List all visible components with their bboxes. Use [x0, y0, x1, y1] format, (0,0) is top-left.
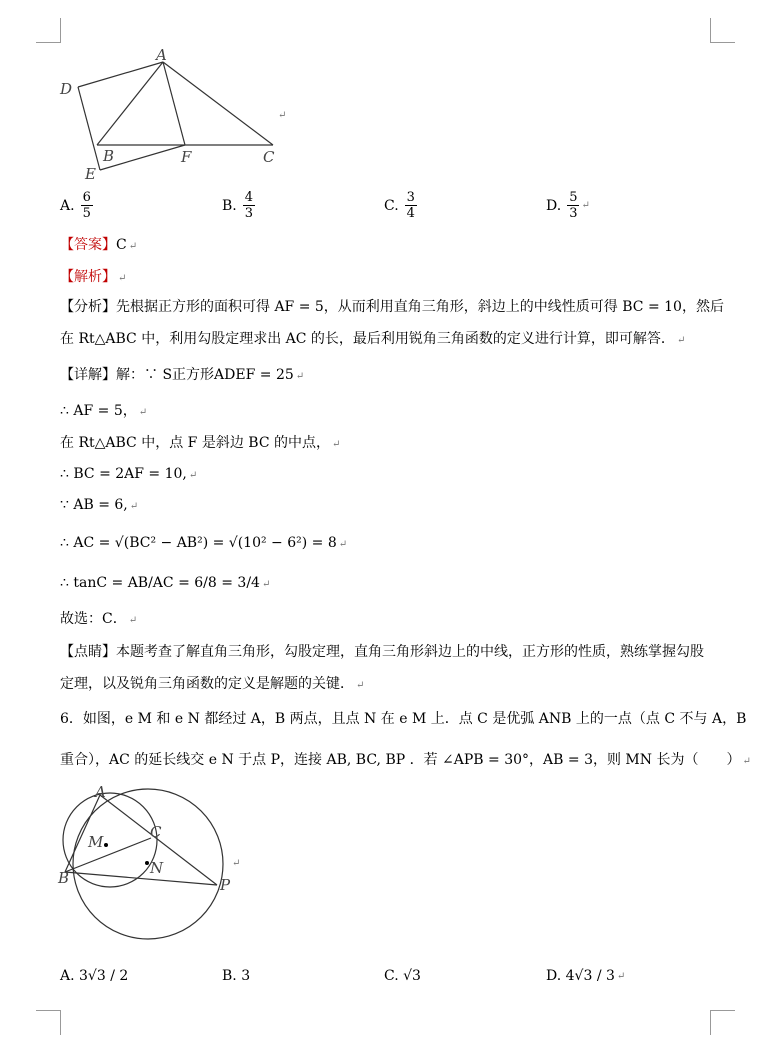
dianjing-line-2: 定理，以及锐角三角函数的定义是解题的关键． ↵ — [60, 676, 365, 692]
segment-AB — [97, 62, 163, 145]
detail-line-4: ∴ BC = 2AF = 10, ↵ — [60, 466, 198, 482]
page-corner-top-right — [710, 18, 735, 43]
dianjing-line-1: 【点睛】本题考查了解直角三角形，勾股定理，直角三角形斜边上的中线，正方形的性质，熟练掌握勾股 — [60, 644, 704, 660]
segment-DA — [78, 62, 163, 87]
detail-line-1: 【详解】解：∵ S正方形ADEF = 25 ↵ — [60, 367, 305, 383]
q6-option-b[interactable]: B. 3 — [222, 968, 251, 984]
label-A: A — [95, 785, 106, 801]
label-N: N — [150, 859, 164, 877]
q6-line-1: 6．如图，e M 和 e N 都经过 A，B 两点，且点 N 在 e M 上．点 C 是优弧 ANB 上的一点（点 C 不与 A，B — [60, 711, 747, 727]
answer-line: 【答案】C ↵ — [60, 237, 138, 253]
point-N — [145, 861, 149, 865]
page-corner-bottom-right — [710, 1010, 735, 1035]
analysis-tag-line: 【解析】 ↵ — [60, 269, 127, 285]
segment-DE — [78, 87, 100, 170]
q5-option-b[interactable]: B. $\frac{4}{3}$ — [222, 190, 254, 221]
answer-value: C — [116, 237, 127, 253]
figure-two-circles — [55, 785, 235, 945]
detail-line-6: ∴ AC = √(BC² − AB²) = √(10² − 6²) = 8 ↵ — [60, 535, 348, 551]
point-M — [104, 843, 108, 847]
segment-AC — [163, 62, 273, 145]
q5-option-a[interactable]: A. $\frac{6}{5}$ — [60, 190, 91, 221]
label-C: C — [150, 823, 162, 841]
q6-option-d[interactable]: D. 4√3 / 3 ↵ — [546, 968, 626, 984]
fenxi-line-2: 在 Rt△ABC 中，利用勾股定理求出 AC 的长，最后利用锐角三角函数的定义进行计算，即可解答． ↵ — [60, 331, 686, 347]
label-C: C — [263, 148, 275, 166]
paragraph-mark: ↵ — [232, 858, 241, 869]
page-corner-bottom-left — [36, 1010, 61, 1035]
q6-option-a[interactable]: A. 3√3 / 2 — [60, 968, 129, 984]
answer-tag: 【答案】 — [60, 237, 116, 253]
fenxi-line-1: 【分析】先根据正方形的面积可得 AF = 5，从而利用直角三角形，斜边上的中线性质可得 BC = 10，然后 — [60, 299, 724, 315]
detail-line-8: 故选：C． ↵ — [60, 611, 138, 627]
label-D: D — [60, 80, 73, 98]
label-A: A — [156, 46, 167, 64]
segment-BP — [65, 872, 217, 885]
analysis-tag: 【解析】 — [60, 269, 116, 285]
page-corner-top-left — [36, 18, 61, 43]
label-E: E — [85, 165, 96, 183]
label-B: B — [58, 869, 70, 887]
label-F: F — [181, 148, 192, 166]
label-B: B — [103, 147, 115, 165]
figure-square-triangle — [55, 42, 295, 187]
segment-AF — [163, 62, 185, 145]
q5-option-c[interactable]: C. $\frac{3}{4}$ — [384, 190, 415, 221]
paragraph-mark: ↵ — [278, 110, 287, 121]
detail-line-2: ∴ AF = 5， ↵ — [60, 403, 148, 419]
q6-line-2: 重合），AC 的延长线交 e N 于点 P，连接 AB, BC, BP ．若 ∠APB = 30°，AB = 3，则 MN 长为（ ） ↵ — [60, 752, 751, 768]
label-P: P — [220, 876, 231, 894]
detail-line-7: ∴ tanC = AB/AC = 6/8 = 3/4 ↵ — [60, 575, 271, 591]
q5-option-d[interactable]: D. $\frac{5}{3}$ ↵ — [546, 190, 590, 221]
detail-line-3: 在 Rt△ABC 中，点 F 是斜边 BC 的中点， ↵ — [60, 435, 341, 451]
detail-line-5: ∵ AB = 6, ↵ — [60, 497, 139, 513]
q6-option-c[interactable]: C. √3 — [384, 968, 421, 984]
label-M: M — [88, 833, 104, 851]
